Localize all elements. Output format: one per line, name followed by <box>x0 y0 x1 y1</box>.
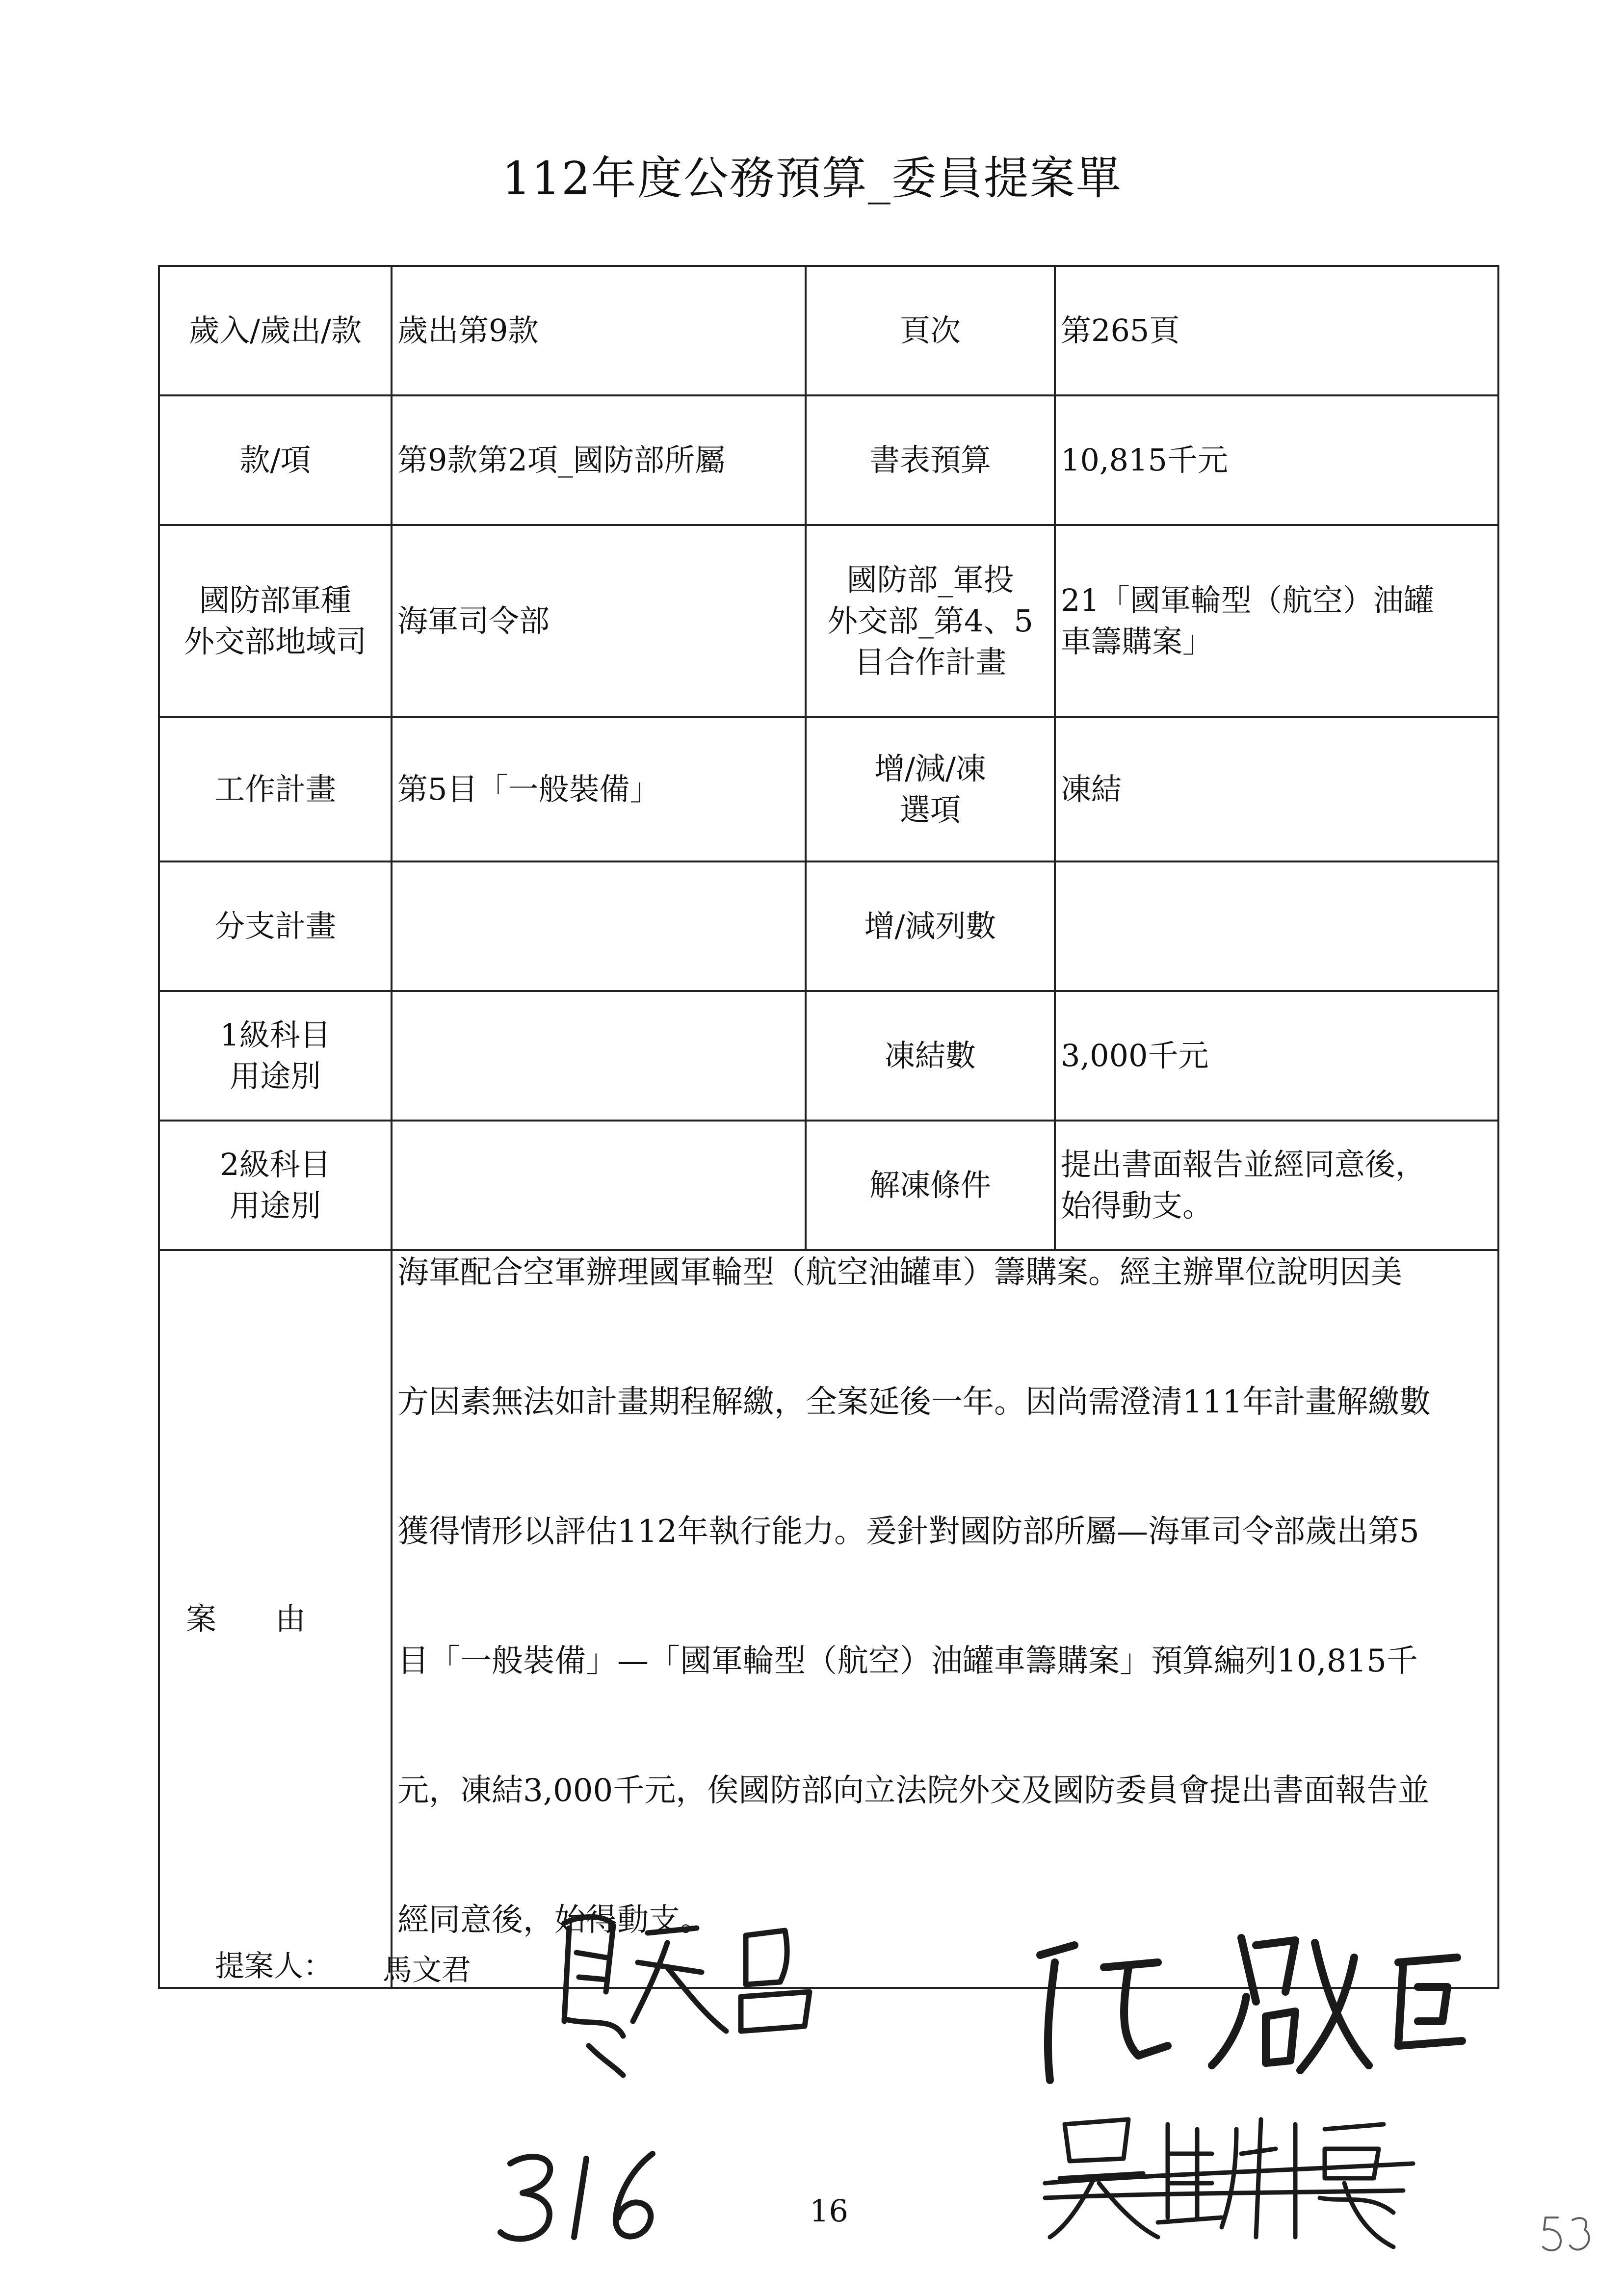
handwritten-number-316 <box>500 2154 653 2239</box>
label-reason: 案由 <box>159 1250 392 1988</box>
label-line: 國防部軍種 <box>199 582 351 618</box>
label-section-item: 款/項 <box>159 395 392 525</box>
value-line: 車籌購案」 <box>1061 624 1213 659</box>
corner-mark-53 <box>1543 2218 1589 2250</box>
label-branch-plan: 分支計畫 <box>159 861 392 991</box>
value-military-branch: 海軍司令部 <box>392 525 806 717</box>
label-frozen-amount: 凍結數 <box>806 991 1055 1121</box>
label-line: 增/減/凍 <box>874 751 986 786</box>
label-line: 選項 <box>899 792 961 828</box>
label-adjust-amount: 增/減列數 <box>806 861 1055 991</box>
proposer-label: 提案人： <box>215 1949 333 1983</box>
label-work-plan: 工作計畫 <box>159 717 392 861</box>
signature-ma-wenjun <box>564 1917 810 2075</box>
reason-line: 方因素無法如計畫期程解繳，全案延後一年。因尚需澄清111年計畫解繳數 <box>397 1384 1431 1420</box>
value-section-item: 第9款第2項_國防部所屬 <box>392 395 806 525</box>
label-line: 外交部地域司 <box>183 624 367 659</box>
value-line: 始得動支。 <box>1061 1188 1213 1224</box>
label-line: 目合作計畫 <box>854 644 1006 680</box>
value-page: 第265頁 <box>1055 266 1498 395</box>
value-statement-budget: 10,815千元 <box>1055 395 1498 525</box>
label-line: 1級科目 <box>220 1017 331 1053</box>
label-line: 用途別 <box>229 1058 321 1094</box>
label-line: 外交部_第4、5 <box>827 603 1033 639</box>
signature-jiang-qichen <box>1040 1938 1462 2080</box>
label-page: 頁次 <box>806 266 1055 395</box>
reason-line: 海軍配合空軍辦理國軍輪型（航空油罐車）籌購案。經主辦單位說明因美 <box>397 1254 1402 1291</box>
label-unfreeze-condition: 解凍條件 <box>806 1121 1055 1250</box>
value-frozen-amount: 3,000千元 <box>1055 991 1498 1121</box>
proposer-name: 馬文君 <box>383 1953 471 1987</box>
reason-line: 獲得情形以評估112年執行能力。爰針對國防部所屬—海軍司令部歲出第5 <box>397 1513 1419 1550</box>
value-line: 提出書面報告並經同意後， <box>1061 1147 1426 1182</box>
label-statement-budget: 書表預算 <box>806 395 1055 525</box>
reason-line: 目「一般裝備」—「國軍輪型（航空）油罐車籌購案」預算編列10,815千 <box>397 1643 1418 1679</box>
label-line: 用途別 <box>229 1188 321 1224</box>
value-work-plan: 第5目「一般裝備」 <box>392 717 806 861</box>
reason-line: 元，凍結3,000千元，俟國防部向立法院外交及國防委員會提出書面報告並 <box>397 1773 1430 1809</box>
value-revenue-expense: 歲出第9款 <box>392 266 806 395</box>
label-revenue-expense: 歲入/歲出/款 <box>159 266 392 395</box>
label-line: 國防部_軍投 <box>846 562 1014 598</box>
page-title: 112年度公務預算_委員提案單 <box>502 152 1122 205</box>
signature-wu-sihuai <box>1045 2119 1413 2247</box>
value-line: 21「國軍輪型（航空）油罐 <box>1061 582 1434 618</box>
reason-line: 經同意後，始得動支。 <box>397 1902 711 1938</box>
label-line: 2級科目 <box>220 1147 331 1182</box>
value-adjust-option: 凍結 <box>1055 717 1498 861</box>
page-number: 16 <box>810 2193 848 2229</box>
